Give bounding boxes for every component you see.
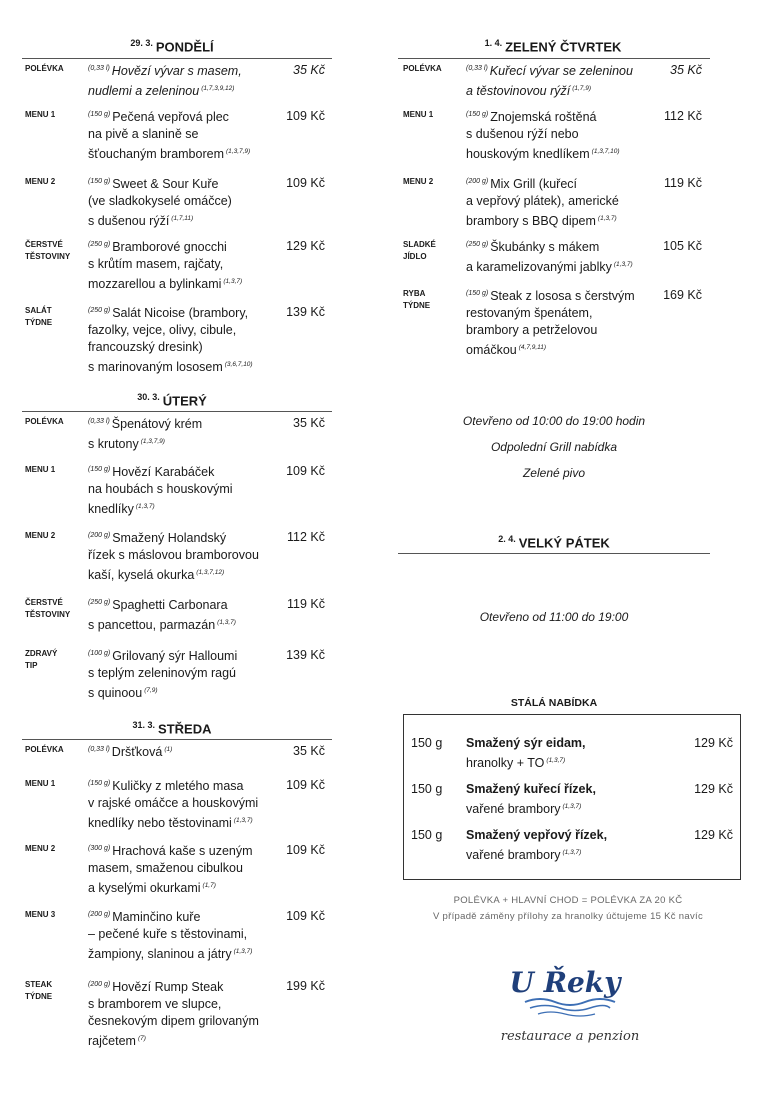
dish-text-line: Salát Nicoise (brambory, (112, 306, 249, 321)
dish-text-line: žampiony, slaninou a játry (88, 947, 232, 962)
offer-description (466, 735, 586, 772)
day-heading-friday (398, 534, 710, 550)
portion-size: (200 g) (88, 911, 111, 918)
dish-text-line: knedlíky (88, 502, 134, 517)
dish-text-line: Hovězí Karabáček (112, 465, 215, 480)
dish-text-line: Maminčino kuře (112, 910, 201, 925)
item-category-label (25, 648, 57, 672)
portion-size: (200 g) (88, 532, 111, 539)
dish-text-line: Hovězí Rump Steak (112, 980, 224, 995)
category-line: MENU 3 (25, 910, 56, 919)
dish-price: 109 Kč (286, 464, 325, 478)
offer-price: 129 Kč (694, 782, 733, 796)
category-line: ČERSTVÉ (25, 598, 63, 607)
dish-price: 109 Kč (286, 778, 325, 792)
dish-price: 139 Kč (286, 305, 325, 319)
dish-price: 129 Kč (286, 239, 325, 253)
offer-description (466, 781, 596, 818)
dish-text-line: restovaným špenátem, (466, 306, 593, 321)
category-line: TĚSTOVINY (25, 610, 71, 619)
dish-text-line: Spaghetti Carbonara (112, 598, 228, 613)
dish-text-line: a vepřový plátek), americké (466, 194, 619, 209)
category-line: POLÉVKA (25, 417, 64, 426)
offer-side: vařené brambory (466, 802, 561, 817)
dish-text-line: s dušenou rýží (88, 214, 170, 229)
dish-description (88, 594, 268, 634)
dish-price: 112 Kč (287, 530, 325, 544)
dish-description (466, 173, 646, 230)
item-category-label (25, 909, 55, 921)
item-category-label (25, 416, 64, 428)
allergens: (1,3,7,12) (196, 569, 225, 577)
dish-text-line: s marinovaným lososem (88, 360, 223, 375)
allergens: (1,7) (202, 882, 216, 890)
dish-text-line: brambory a petrželovou (466, 323, 598, 338)
category-line: RYBA (403, 289, 426, 298)
allergens: (1,3,7) (562, 849, 582, 856)
category-line: MENU 2 (25, 531, 56, 540)
day-heading-thursday (398, 38, 708, 54)
dish-description (88, 302, 268, 376)
item-category-label (25, 744, 64, 756)
day-date: 31. 3. (132, 720, 156, 730)
grill-offer-note: Odpolední Grill nabídka (490, 440, 618, 454)
allergens: (1,3,7) (223, 278, 243, 286)
dish-text-line: brambory s BBQ dipem (466, 214, 596, 229)
allergens: (1,3,7) (546, 757, 566, 764)
portion-size: (150 g) (88, 178, 111, 185)
dish-text-line: houskovým knedlíkem (466, 147, 590, 162)
portion-size: (250 g) (88, 241, 111, 248)
dish-description (466, 106, 646, 163)
dish-price: 35 Kč (670, 63, 702, 77)
allergens: (7) (137, 1035, 146, 1043)
dish-text-line: Kuřecí vývar se zeleninou (489, 64, 633, 79)
category-line: MENU 2 (25, 844, 56, 853)
combo-note: POLÉVKA + HLAVNÍ CHOD = POLÉVKA ZA 20 KČ (453, 895, 683, 906)
dish-text-line: nudlemi a zeleninou (88, 84, 200, 99)
allergens: (1,7,3,9,12) (201, 85, 235, 93)
category-line: STEAK (25, 980, 53, 989)
dish-text-line: Znojemská roštěná (490, 110, 597, 125)
dish-price: 109 Kč (286, 843, 325, 857)
dish-text-line: Grilovaný sýr Halloumi (112, 649, 238, 664)
logo-graphic (470, 960, 670, 1050)
dish-text-line: řízek s máslovou bramborovou (88, 548, 259, 563)
dish-text-line: Škubánky s mákem (490, 240, 600, 255)
category-line: TĚSTOVINY (25, 252, 71, 261)
dish-text-line: Kuličky z mletého masa (112, 779, 244, 794)
portion-size: (250 g) (88, 599, 111, 606)
dish-description (88, 741, 268, 761)
item-category-label (25, 464, 55, 476)
category-line: POLÉVKA (25, 745, 64, 754)
day-date: 1. 4. (484, 38, 503, 48)
portion-size: (0,33 l) (466, 65, 488, 72)
allergens: (1,3,7) (597, 215, 617, 223)
restaurant-logo (470, 960, 670, 1050)
dish-price: 119 Kč (664, 176, 702, 190)
allergens: (1,7,11) (171, 215, 194, 223)
category-line: MENU 1 (25, 465, 56, 474)
offer-name: Smažený vepřový řízek, (466, 828, 608, 842)
offer-portion: 150 g (411, 782, 443, 796)
category-line: MENU 2 (25, 177, 56, 186)
dish-text-line: Bramborové gnocchi (112, 240, 227, 255)
dish-text-line: omáčkou (466, 343, 517, 358)
dish-description (88, 60, 268, 100)
dish-price: 109 Kč (286, 176, 325, 190)
dish-text-line: s quinoou (88, 686, 143, 701)
dish-text-line: a karamelizovanými jablky (466, 260, 612, 275)
dish-description (88, 775, 268, 832)
category-line: TÝDNE (403, 301, 431, 310)
day-name: VELKÝ PÁTEK (518, 535, 610, 551)
dish-text-line: kaší, kyselá okurka (88, 568, 195, 583)
divider (398, 58, 710, 59)
allergens: (1,3,7) (233, 817, 253, 825)
offer-price: 129 Kč (694, 736, 733, 750)
dish-description (88, 906, 268, 963)
portion-size: (0,33 l) (88, 746, 110, 753)
dish-text-line: knedlíky nebo těstovinami (88, 816, 232, 831)
dish-text-line: – pečené kuře s těstovinami, (88, 927, 248, 942)
offer-name: Smažený sýr eidam, (466, 736, 586, 750)
allergens: (1,3,7,10) (591, 148, 620, 156)
logo-tagline: restaurace a penzion (500, 1029, 640, 1044)
category-line: POLÉVKA (25, 64, 64, 73)
allergens: (3,6,7,10) (224, 361, 253, 369)
dish-text-line: Hovězí vývar s masem, (111, 64, 242, 79)
dish-price: 105 Kč (663, 239, 702, 253)
category-line: SALÁT (25, 306, 52, 315)
allergens: (1,3,7) (233, 948, 253, 956)
item-category-label (403, 288, 430, 312)
allergens: (1,3,7,9) (226, 148, 251, 156)
category-line: MENU 2 (403, 177, 434, 186)
logo-name: U Řeky (509, 966, 621, 999)
category-line: TIP (25, 661, 38, 670)
dish-text-line: Mix Grill (kuřecí (490, 177, 577, 192)
day-date: 2. 4. (498, 534, 516, 544)
category-line: TÝDNE (25, 992, 53, 1001)
dish-price: 199 Kč (286, 979, 325, 993)
dish-price: 139 Kč (286, 648, 325, 662)
dish-text-line: s pancettou, parmazán (88, 618, 216, 633)
allergens: (1,3,7) (562, 803, 582, 810)
portion-size: (150 g) (466, 290, 489, 297)
dish-text-line: fazolky, vejce, olivy, cibule, (88, 323, 237, 338)
day-heading-monday (22, 38, 322, 54)
allergens: (1,3,7,9) (140, 438, 165, 446)
day-heading-tuesday (22, 392, 322, 408)
item-category-label (403, 239, 436, 263)
allergens: (1,3,7) (613, 261, 633, 269)
day-date: 30. 3. (137, 392, 160, 402)
dish-price: 35 Kč (293, 416, 325, 430)
dish-text-line: Špenátový krém (111, 417, 203, 432)
dish-description (88, 461, 268, 518)
dish-price: 109 Kč (286, 909, 325, 923)
portion-size: (300 g) (88, 845, 111, 852)
dish-text-line: s teplým zeleninovým ragú (88, 666, 236, 681)
side-swap-note: V případě záměny přílohy za hranolky účtujeme 15 Kč navíc (432, 911, 704, 922)
item-category-label (403, 63, 442, 75)
dish-description (88, 840, 268, 897)
category-line: POLÉVKA (403, 64, 442, 73)
allergens: (7,9) (144, 687, 158, 695)
dish-text-line: na pivě a slanině se (88, 127, 199, 142)
day-name: PONDĚLÍ (155, 39, 214, 55)
allergens: (4,7,9,11) (518, 344, 547, 352)
allergens: (1,7,9) (572, 85, 592, 93)
offer-side: hranolky + TO (466, 756, 545, 771)
item-category-label (25, 597, 70, 621)
divider (22, 58, 332, 59)
dish-price: 169 Kč (663, 288, 702, 302)
divider (22, 411, 332, 412)
portion-size: (150 g) (88, 780, 111, 787)
offer-price: 129 Kč (694, 828, 733, 842)
portion-size: (150 g) (88, 111, 111, 118)
dish-text-line: a těstovinovou rýží (466, 84, 571, 99)
item-category-label (25, 305, 52, 329)
green-beer-note: Zelené pivo (522, 466, 586, 480)
dish-price: 109 Kč (286, 109, 325, 123)
portion-size: (250 g) (88, 307, 111, 314)
dish-price: 35 Kč (293, 63, 325, 77)
dish-text-line: šťouchaným bramborem (88, 147, 224, 162)
item-category-label (25, 778, 55, 790)
dish-description (88, 413, 268, 453)
dish-text-line: Sweet & Sour Kuře (112, 177, 219, 192)
day-heading-wednesday (22, 720, 322, 736)
portion-size: (250 g) (466, 241, 489, 248)
dish-text-line: v rajské omáčce a houskovými (88, 796, 259, 811)
dish-text-line: a kyselými okurkami (88, 881, 201, 896)
dish-text-line: Smažený Holandský (112, 531, 227, 546)
dish-text-line: francouzský dresink) (88, 340, 203, 355)
category-line: SLADKÉ (403, 240, 436, 249)
offer-portion: 150 g (411, 736, 443, 750)
dish-price: 119 Kč (287, 597, 325, 611)
portion-size: (150 g) (466, 111, 489, 118)
day-date: 29. 3. (130, 38, 153, 48)
allergens: (1,3,7) (135, 503, 155, 511)
dish-description (88, 236, 268, 293)
dish-price: 112 Kč (664, 109, 702, 123)
portion-size: (150 g) (88, 466, 111, 473)
dish-description (466, 236, 646, 276)
item-category-label (25, 63, 64, 75)
item-category-label (403, 109, 433, 121)
dish-text-line: Pečená vepřová plec (112, 110, 229, 125)
portion-size: (0,33 l) (88, 418, 110, 425)
category-line: ZDRAVÝ (25, 649, 58, 658)
permanent-offer-title: STÁLÁ NABÍDKA (510, 697, 598, 709)
category-line: MENU 1 (403, 110, 434, 119)
item-category-label (25, 979, 52, 1003)
portion-size: (200 g) (88, 981, 111, 988)
category-line: JÍDLO (403, 252, 427, 261)
offer-side: vařené brambory (466, 848, 561, 863)
dish-description (88, 976, 268, 1050)
category-line: TÝDNE (25, 318, 53, 327)
category-line: MENU 1 (25, 779, 56, 788)
dish-description (466, 285, 646, 359)
item-category-label (25, 109, 55, 121)
dish-text-line: Steak z lososa s čerstvým (490, 289, 635, 304)
dish-text-line: česnekovým dipem grilovaným (88, 1014, 259, 1029)
item-category-label (25, 239, 70, 263)
dish-text-line: na houbách s houskovými (88, 482, 233, 497)
item-category-label (25, 176, 55, 188)
friday-opening-hours: Otevřeno od 11:00 do 19:00 (479, 610, 629, 624)
dish-description (88, 527, 268, 584)
portion-size: (0,33 l) (88, 65, 110, 72)
dish-text-line: s dušenou rýží nebo (466, 127, 579, 142)
item-category-label (25, 843, 55, 855)
offer-description (466, 827, 607, 864)
portion-size: (200 g) (466, 178, 489, 185)
dish-text-line: rajčetem (88, 1034, 136, 1049)
dish-text-line: masem, smaženou cibulkou (88, 861, 243, 876)
opening-hours-note: Otevřeno od 10:00 do 19:00 hodin (462, 414, 646, 428)
dish-text-line: s krutony (88, 437, 139, 452)
item-category-label (403, 176, 433, 188)
allergens: (1,3,7) (217, 619, 236, 627)
dish-text-line: Dršťková (111, 745, 163, 760)
allergens: (1) (164, 746, 173, 753)
dish-description (88, 173, 268, 230)
dish-description (466, 60, 646, 100)
divider (398, 553, 710, 554)
dish-text-line: s bramborem ve slupce, (88, 997, 222, 1012)
day-name: ZELENÝ ČTVRTEK (505, 39, 622, 55)
dish-description (88, 106, 268, 163)
offer-name: Smažený kuřecí řízek, (466, 782, 596, 796)
dish-description (88, 645, 268, 702)
item-category-label (25, 530, 55, 542)
dish-text-line: s krůtím masem, rajčaty, (88, 257, 224, 272)
dish-text-line: (ve sladkokyselé omáčce) (88, 194, 232, 209)
dish-price: 35 Kč (293, 744, 325, 758)
category-line: ČERSTVÉ (25, 240, 63, 249)
dish-text-line: mozzarellou a bylinkami (88, 277, 222, 292)
day-name: STŘEDA (158, 721, 212, 737)
offer-portion: 150 g (411, 828, 443, 842)
category-line: MENU 1 (25, 110, 56, 119)
dish-text-line: Hrachová kaše s uzeným (112, 844, 253, 859)
portion-size: (100 g) (88, 650, 111, 657)
divider (22, 739, 332, 740)
day-name: ÚTERÝ (162, 393, 207, 409)
